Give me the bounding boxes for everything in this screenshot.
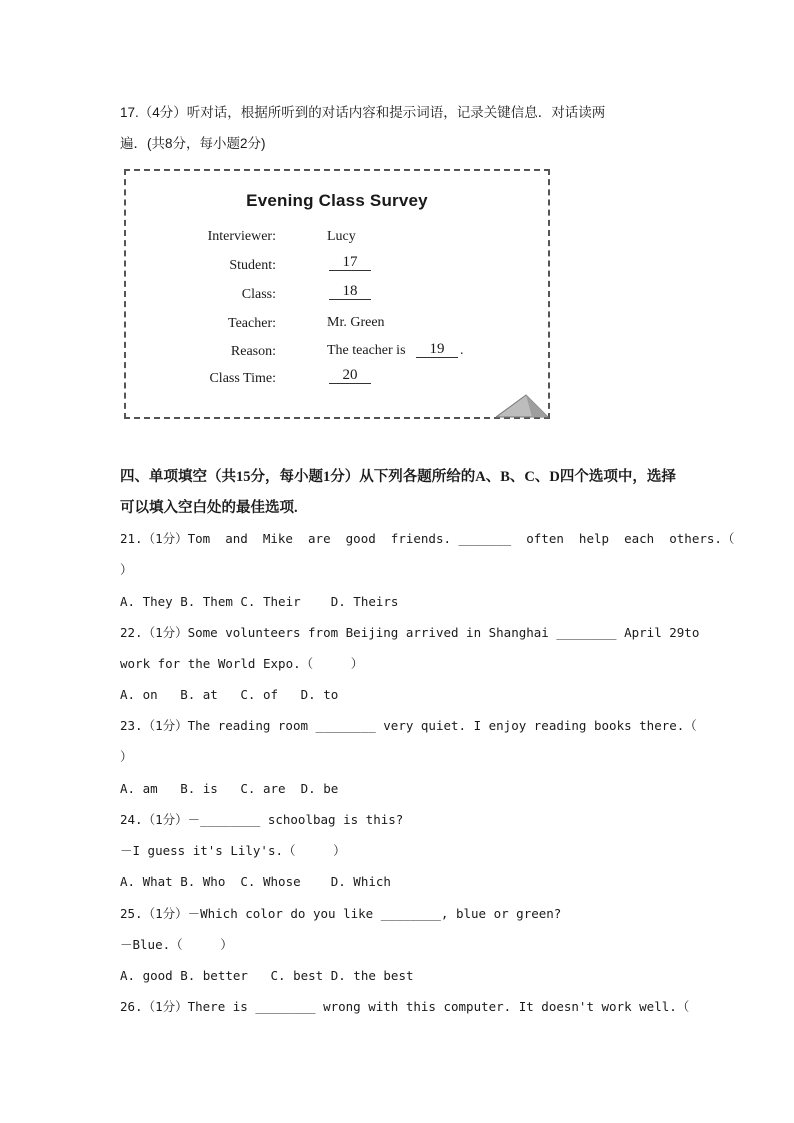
q25-stem: 25.（1分）－Which color do you like ________, blue or green?: [120, 906, 562, 921]
blank-19: 19: [416, 341, 458, 358]
survey-card: [124, 169, 550, 419]
label-reason: Reason:: [230, 344, 276, 359]
label-class-time: Class Time:: [209, 371, 276, 386]
blank-17: 17: [329, 254, 371, 271]
q25-options: A. good B. better C. best D. the best: [120, 968, 414, 983]
q21-options: A. They B. Them C. Their D. Theirs: [120, 594, 399, 609]
label-interviewer: Interviewer:: [207, 229, 276, 244]
value-reason-prefix: The teacher is: [327, 343, 406, 358]
q22-stem: 22.（1分）Some volunteers from Beijing arrived in Shanghai ________ April 29to: [120, 625, 700, 640]
blank-20: 20: [329, 367, 371, 384]
q25-reply: －Blue.（ ）: [120, 937, 233, 952]
page-curl-icon: [496, 393, 550, 419]
section4-heading-line-1: 四、单项填空（共15分，每小题1分）从下列各题所给的A、B、C、D四个选项中，选择: [120, 469, 676, 485]
q26-stem: 26.（1分）There is ________ wrong with this computer. It doesn't work well.（: [120, 999, 690, 1014]
value-interviewer: Lucy: [327, 229, 356, 244]
q17-line-1: 17.（4分）听对话，根据所听到的对话内容和提示词语，记录关键信息．对话读两: [120, 105, 606, 120]
q17-line-2: 遍．(共8分，每小题2分): [120, 136, 266, 151]
value-teacher: Mr. Green: [327, 315, 385, 330]
q22-options: A. on B. at C. of D. to: [120, 687, 339, 702]
section4-heading-line-2: 可以填入空白处的最佳选项.: [120, 500, 298, 516]
q24-reply: －I guess it's Lily's.（ ）: [120, 843, 346, 858]
label-student: Student:: [229, 258, 276, 273]
label-class: Class:: [241, 287, 276, 302]
survey-title: Evening Class Survey: [246, 191, 428, 210]
q24-stem: 24.（1分）－________ schoolbag is this?: [120, 812, 404, 827]
value-reason-suffix: .: [460, 343, 464, 358]
q23-options: A. am B. is C. are D. be: [120, 781, 339, 796]
q21-stem: 21.（1分）Tom and Mike are good friends. _______ often help each others.（: [120, 531, 735, 546]
blank-18: 18: [329, 283, 371, 300]
q23-paren: ）: [120, 749, 133, 764]
q22-stem-cont: work for the World Expo.（ ）: [120, 656, 364, 671]
q23-stem: 23.（1分）The reading room ________ very quiet. I enjoy reading books there.（: [120, 718, 697, 733]
q21-paren: ）: [120, 562, 133, 577]
q24-options: A. What B. Who C. Whose D. Which: [120, 874, 391, 889]
label-teacher: Teacher:: [228, 316, 276, 331]
